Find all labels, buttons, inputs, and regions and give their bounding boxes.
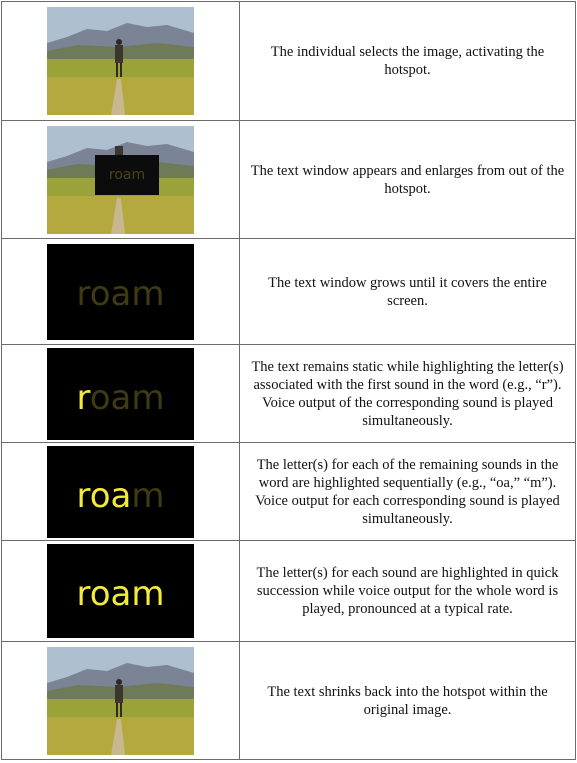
table-row <box>2 642 576 760</box>
dim-letters: m <box>131 475 165 516</box>
hiker-photo <box>47 7 194 115</box>
popup-word: roam <box>108 166 146 183</box>
word: roam <box>76 273 165 314</box>
image-cell <box>2 121 240 239</box>
image-cell <box>2 443 240 541</box>
table-row <box>2 541 576 642</box>
image-cell <box>2 642 240 760</box>
table-row <box>2 121 576 239</box>
hiker-photo <box>47 647 194 755</box>
table-row <box>2 443 576 541</box>
description: The individual selects the image, activating the hotspot. <box>240 2 576 121</box>
description: The text window appears and enlarges from out of the hotspot. <box>240 121 576 239</box>
description: The text shrinks back into the hotspot within the original image. <box>240 642 576 760</box>
word <box>47 476 194 516</box>
table-row <box>2 239 576 345</box>
text-window-highlight-roa <box>47 446 194 538</box>
hiker-photo-with-text-window <box>47 126 194 234</box>
table-row <box>2 2 576 121</box>
image-cell <box>2 2 240 121</box>
description: The text window grows until it covers the entire screen. <box>240 239 576 345</box>
description: The letter(s) for each of the remaining sounds in the word are highlighted sequentially (e.g., “oa,” “m”). Voice output for each corresponding sound is played simultaneously. <box>240 443 576 541</box>
table-row <box>2 345 576 443</box>
dim-letters: oam <box>89 377 165 418</box>
text-window-highlight-all <box>47 544 194 638</box>
text-window-full <box>47 244 194 340</box>
image-cell <box>2 541 240 642</box>
word <box>47 378 194 418</box>
storyboard-table <box>1 1 576 760</box>
description: The letter(s) for each sound are highlighted in quick succession while voice output for the whole word is played, pronounced at a typical rate. <box>240 541 576 642</box>
text-window <box>95 155 159 195</box>
highlighted-letters: roa <box>76 475 132 516</box>
image-cell <box>2 345 240 443</box>
text-window-highlight-r <box>47 348 194 440</box>
word: roam <box>76 574 165 614</box>
highlighted-letters: r <box>76 377 90 418</box>
image-cell <box>2 239 240 345</box>
description: The text remains static while highlighting the letter(s) associated with the first sound in the word (e.g., “r”). Voice output of the corresponding sound is played simultaneously. <box>240 345 576 443</box>
